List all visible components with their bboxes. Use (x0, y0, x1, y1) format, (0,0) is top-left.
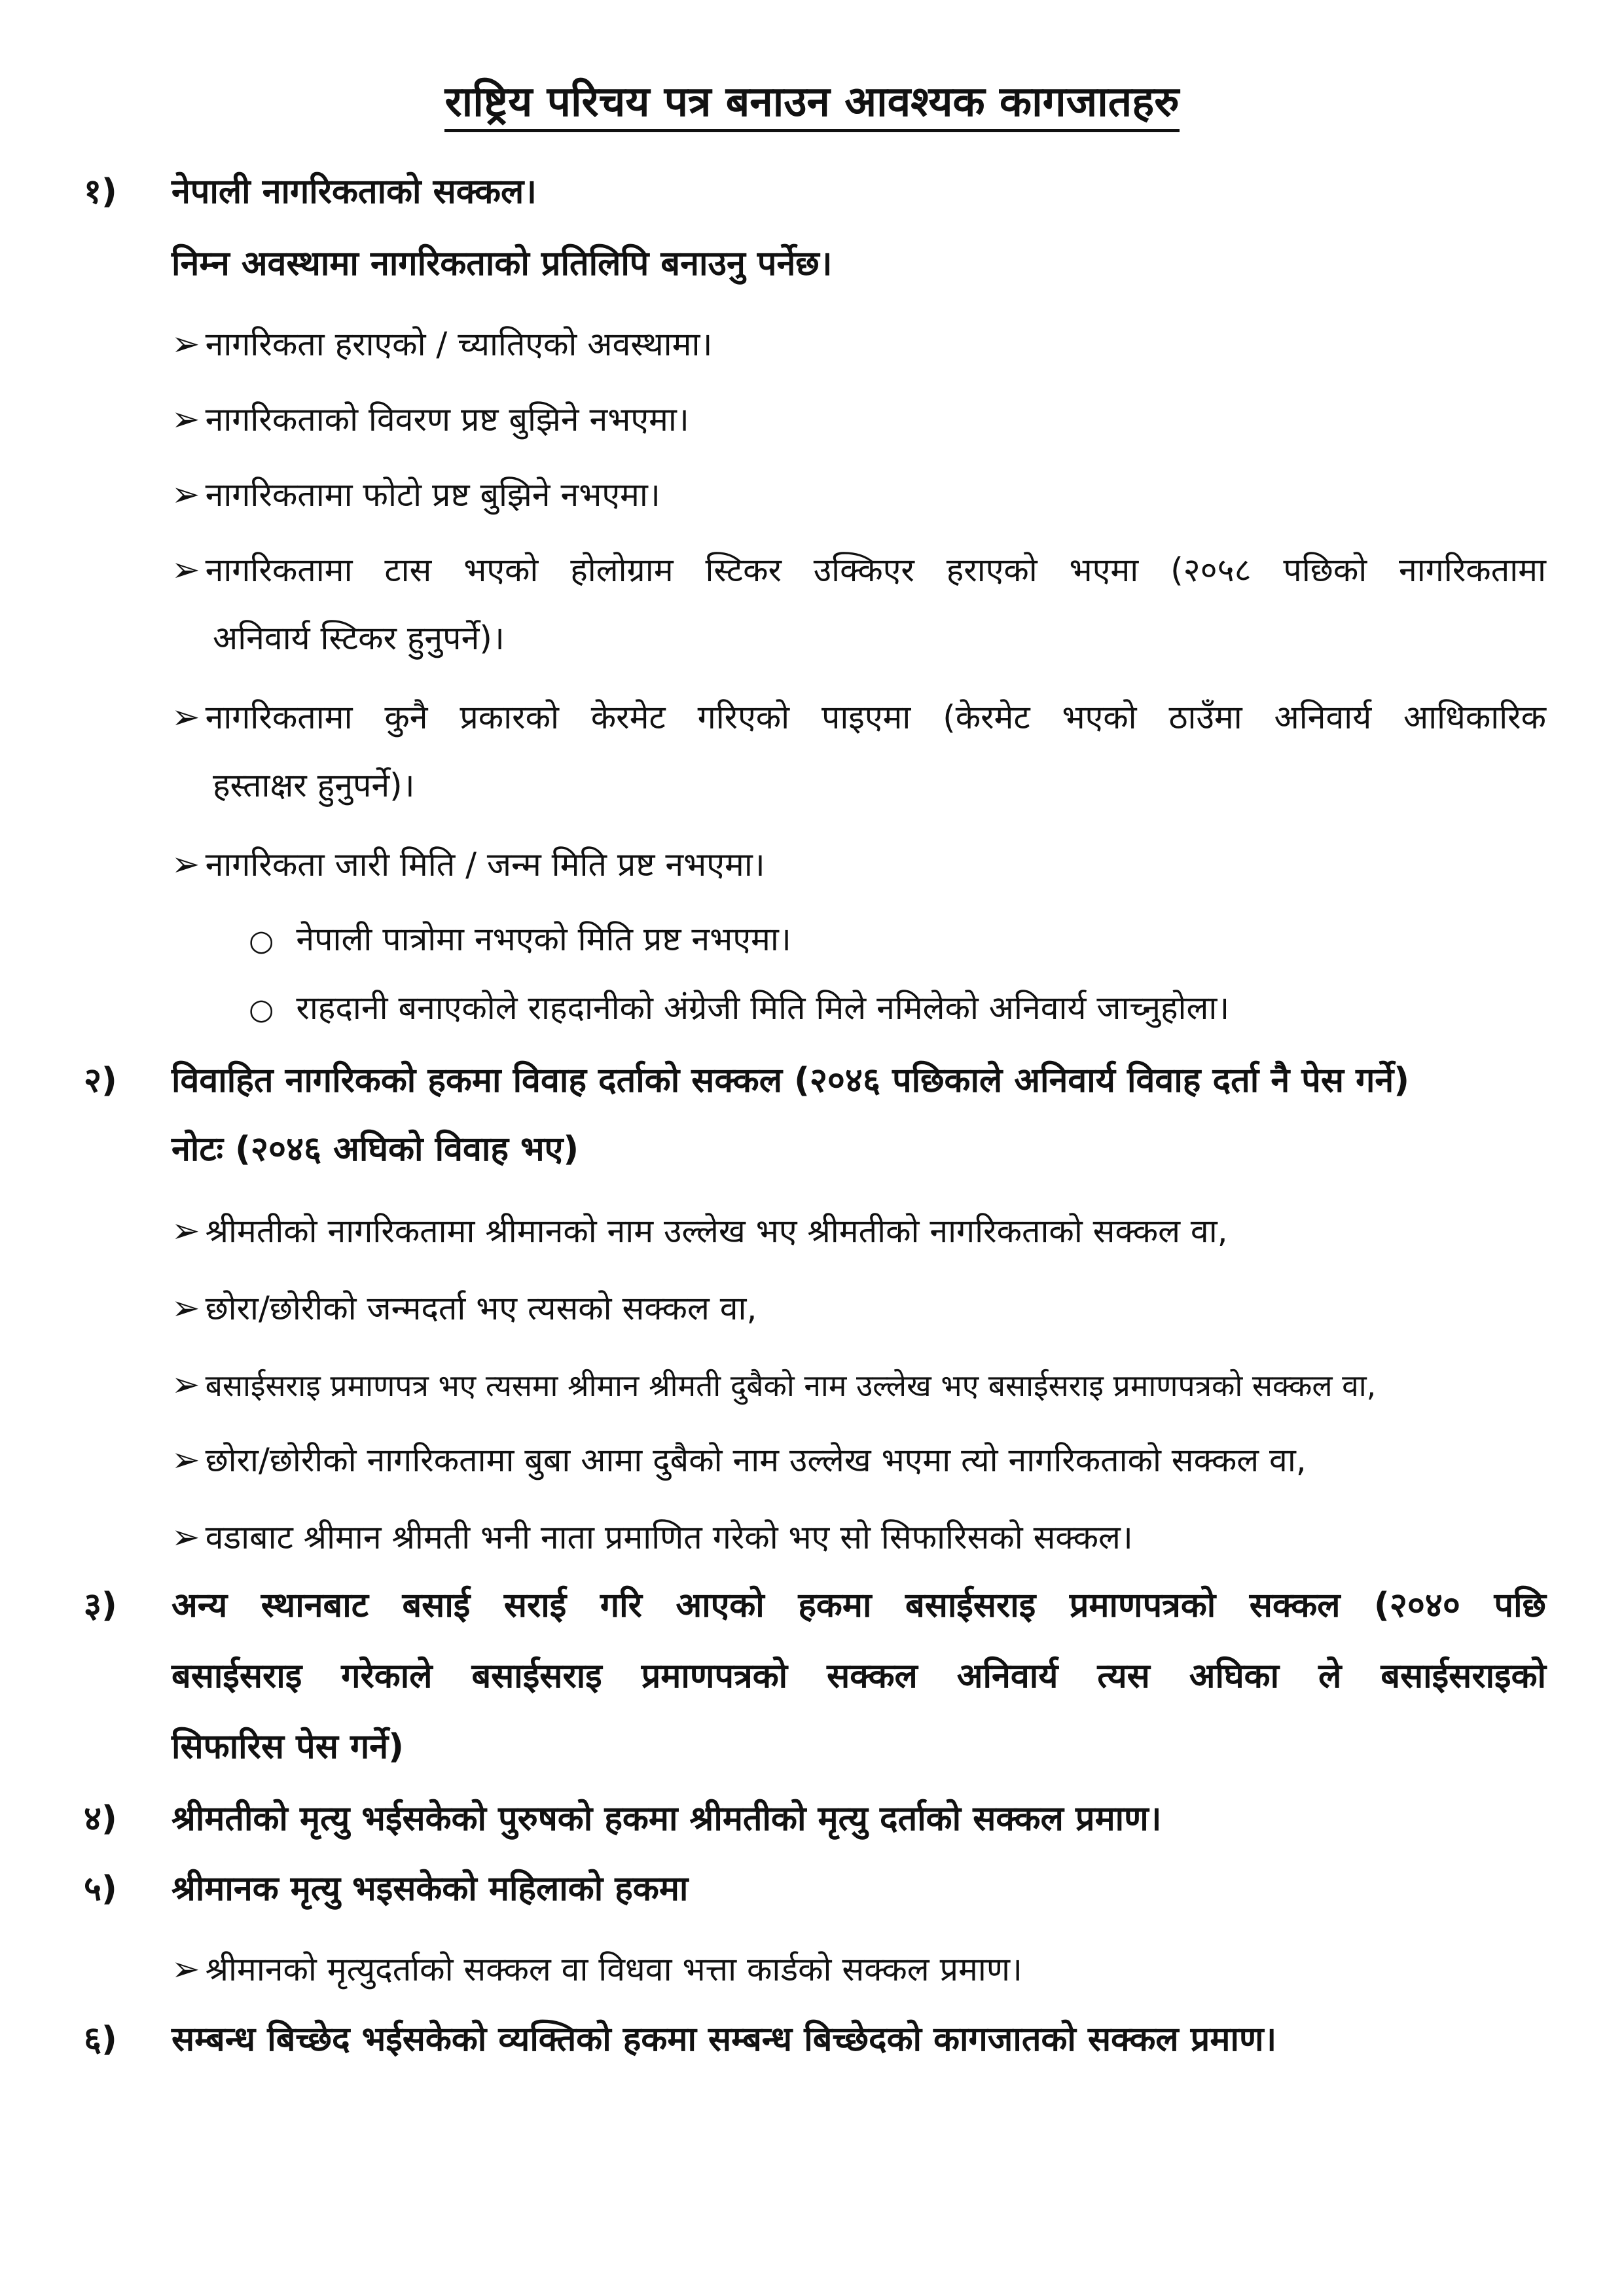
section-5-heading: श्रीमानक मृत्यु भइसकेको महिलाको हकमा (171, 1869, 689, 1909)
arrow-bullet-icon: ➢ (171, 1211, 200, 1251)
list-item: ➢ नागरिकतामा कुनै प्रकारको केरमेट गरिएको पाइएमा (केरमेट भएको ठाउँमा अनिवार्य आधिकारिक (171, 698, 1546, 737)
list-item: ➢ बसाईसराइ प्रमाणपत्र भए त्यसमा श्रीमान श्रीमती दुबैको नाम उल्लेख भए बसाईसराइ प्रमाणपत्रको सक्कल वा, (171, 1365, 1377, 1405)
list-item: ➢ श्रीमानको मृत्युदर्ताको सक्कल वा विधवा भत्ता कार्डको सक्कल प्रमाण। (171, 1950, 1022, 1989)
list-item: ➢ वडाबाट श्रीमान श्रीमती भनी नाता प्रमाणित गरेको भए सो सिफारिसको सक्कल। (171, 1518, 1133, 1557)
section-3-line: अन्य स्थानबाट बसाई सराई गरि आएको हकमा बसाईसराइ प्रमाणपत्रको सक्कल (२०४० पछि (171, 1586, 1546, 1625)
section-2-note: नोटः (२०४६ अघिको विवाह भए) (171, 1130, 579, 1169)
arrow-bullet-icon: ➢ (171, 1518, 200, 1557)
section-6-heading: सम्बन्ध बिच्छेद भईसकेको व्यक्तिको हकमा सम्बन्ध बिच्छेदको कागजातको सक्कल प्रमाण। (171, 2020, 1277, 2059)
document-title: राष्ट्रिय परिचय पत्र बनाउन आवश्यक कागजातहरु (0, 77, 1624, 128)
circle-bullet-icon: ○ (249, 993, 274, 1026)
section-2-heading: विवाहित नागरिकको हकमा विवाह दर्ताको सक्कल (२०४६ पछिकाले अनिवार्य विवाह दर्ता नै पेस गर्ने) (171, 1061, 1409, 1100)
arrow-bullet-icon: ➢ (171, 698, 200, 737)
arrow-bullet-icon: ➢ (171, 845, 200, 884)
section-1-heading: नेपाली नागरिकताको सक्कल। (171, 172, 537, 211)
list-item-continuation: हस्ताक्षर हुनुपर्ने)। (213, 766, 415, 804)
arrow-bullet-icon: ➢ (171, 1441, 200, 1480)
sub-list-item: ○ राहदानी बनाएकोले राहदानीको अंग्रेजी मिति मिले नमिलेको अनिवार्य जाच्नुहोला। (249, 989, 1230, 1027)
arrow-bullet-icon: ➢ (171, 400, 200, 439)
list-item: ➢ छोरा/छोरीको जन्मदर्ता भए त्यसको सक्कल वा, (171, 1289, 757, 1328)
list-item: ➢ नागरिकतामा फोटो प्रष्ट बुझिने नभएमा। (171, 475, 660, 514)
arrow-bullet-icon: ➢ (171, 1950, 200, 1989)
arrow-bullet-icon: ➢ (171, 475, 200, 514)
list-item: ➢ श्रीमतीको नागरिकतामा श्रीमानको नाम उल्लेख भए श्रीमतीको नागरिकताको सक्कल वा, (171, 1211, 1228, 1251)
circle-bullet-icon: ○ (249, 924, 274, 958)
section-number-2: २) (84, 1061, 117, 1100)
section-number-5: ५) (84, 1869, 117, 1909)
arrow-bullet-icon: ➢ (171, 1289, 200, 1328)
list-item-continuation: अनिवार्य स्टिकर हुनुपर्ने)। (213, 619, 505, 657)
section-3-line: सिफारिस पेस गर्ने) (171, 1727, 404, 1767)
section-4-heading: श्रीमतीको मृत्यु भईसकेको पुरुषको हकमा श्रीमतीको मृत्यु दर्ताको सक्कल प्रमाण। (171, 1799, 1162, 1839)
section-number-1: १) (84, 172, 117, 211)
section-3-line: बसाईसराइ गरेकाले बसाईसराइ प्रमाणपत्रको सक्कल अनिवार्य त्यस अघिका ले बसाईसराइको (171, 1657, 1546, 1696)
section-number-4: ४) (84, 1799, 117, 1839)
list-item: ➢ नागरिकता जारी मिति / जन्म मिति प्रष्ट नभएमा। (171, 845, 765, 884)
section-1-subheading: निम्न अवस्थामा नागरिकताको प्रतिलिपि बनाउनु पर्नेछ। (171, 244, 833, 283)
list-item: ➢ नागरिकतामा टास भएको होलोग्राम स्टिकर उक्किएर हराएको भएमा (२०५८ पछिको नागरिकतामा (171, 550, 1546, 590)
list-item: ➢ छोरा/छोरीको नागरिकतामा बुबा आमा दुबैको नाम उल्लेख भएमा त्यो नागरिकताको सक्कल वा, (171, 1441, 1307, 1480)
list-item: ➢ नागरिकताको विवरण प्रष्ट बुझिने नभएमा। (171, 400, 689, 439)
arrow-bullet-icon: ➢ (171, 550, 200, 590)
section-number-3: ३) (84, 1586, 117, 1625)
section-number-6: ६) (84, 2020, 117, 2059)
arrow-bullet-icon: ➢ (171, 325, 200, 364)
sub-list-item: ○ नेपाली पात्रोमा नभएको मिति प्रष्ट नभएमा। (249, 920, 791, 958)
arrow-bullet-icon: ➢ (171, 1365, 200, 1405)
list-item: ➢ नागरिकता हराएको / च्यातिएको अवस्थामा। (171, 325, 713, 364)
